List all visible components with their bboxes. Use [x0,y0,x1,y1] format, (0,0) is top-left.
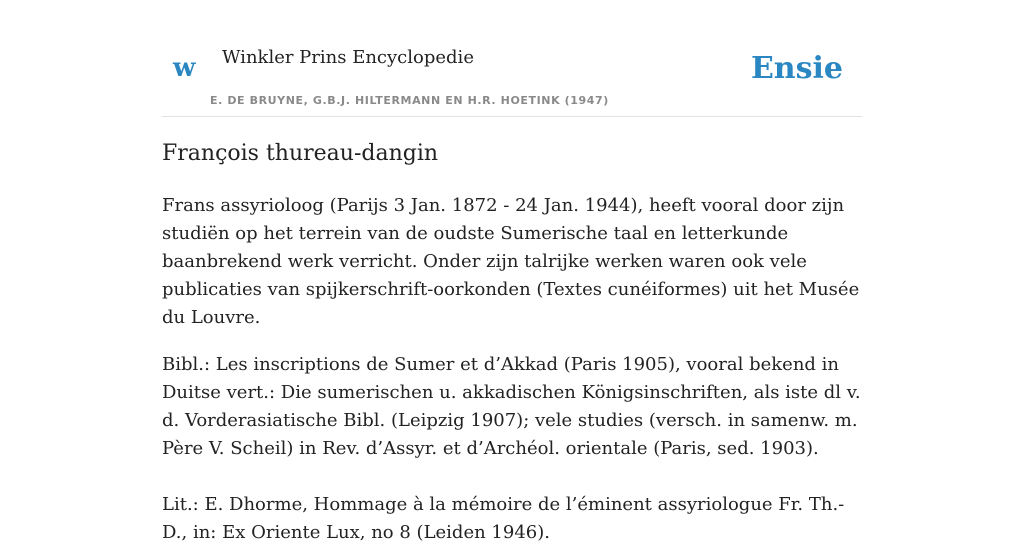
article-paragraph-intro: Frans assyrioloog (Parijs 3 Jan. 1872 - 24 Jan. 1944), heeft vooral door zijn studiën op het terrein van de oudste Sumerische taal en letterkunde baanbrekend werk verricht. Onder zijn talrijke werken waren ook vele publicaties van spijkerschrift-oorkonden (Textes cunéiformes) uit het Musée du Louvre. [162,195,860,328]
article-body [162,136,862,547]
encyclopedie-logo-icon[interactable]: w [173,53,196,83]
authors-line: E. DE BRUYNE, G.B.J. HILTERMANN EN H.R. HOETINK (1947) [210,94,609,107]
article-title: François thureau-dangin [162,141,439,166]
article-paragraph-bibliography: Bibl.: Les inscriptions de Sumer et d’Akkad (Paris 1905), vooral bekend in Duitse vert.: Die sumerischen u. akkadischen Königsinschriften, als iste dl v. d. Vorderasiatische Bibl. (Leipzig 1907); vele studies (versch. in samenw. m. Père V. Scheil) in Rev. d’Assyr. et d’Archéol. orientale (Paris, sed. 1903). [162,354,861,459]
site-header [162,0,862,117]
article-paragraph-literature: Lit.: E. Dhorme, Hommage à la mémoire de l’éminent assyriologue Fr. Th.-D., in: Ex Oriente Lux, no 8 (Leiden 1946). [162,494,845,543]
site-title[interactable]: Winkler Prins Encyclopedie [222,47,474,68]
ensie-brand-link[interactable]: Ensie [750,51,843,86]
